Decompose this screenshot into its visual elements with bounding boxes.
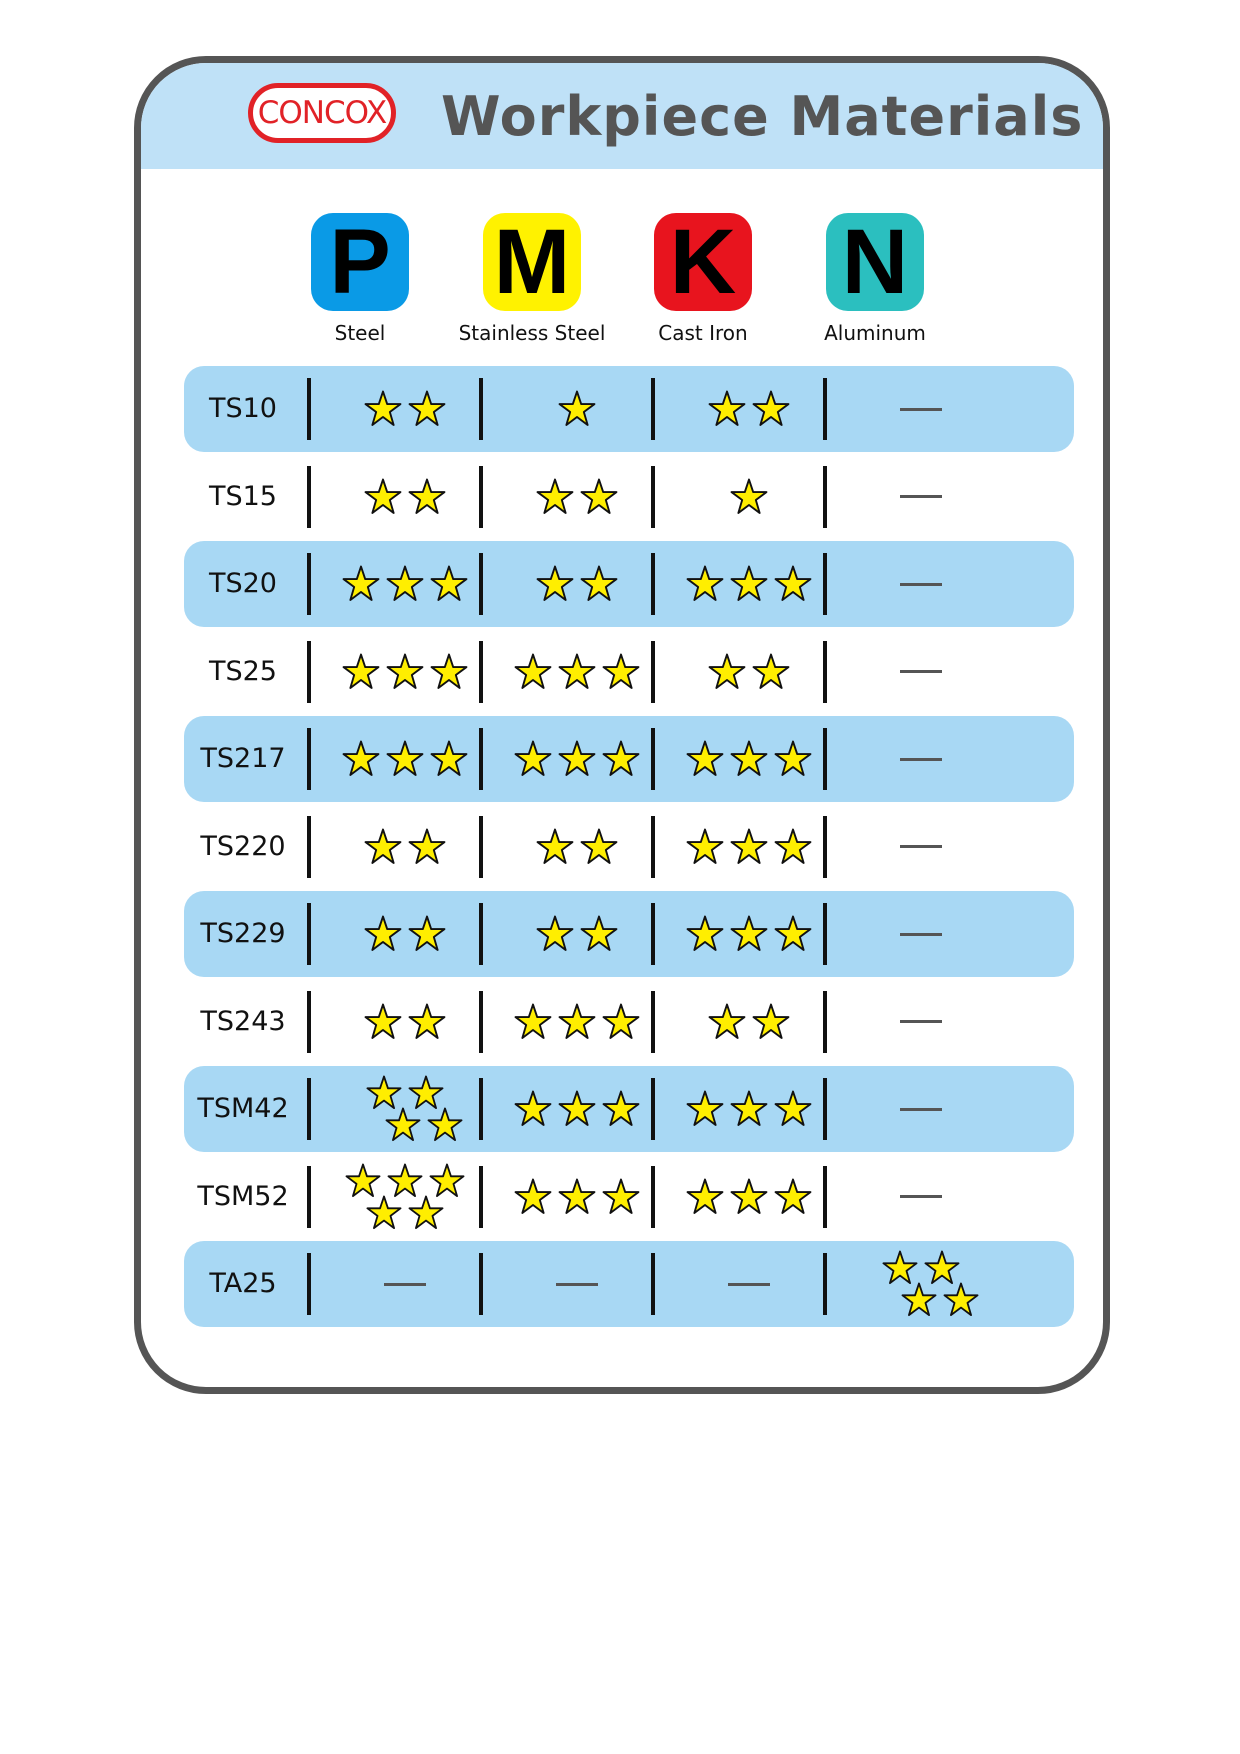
- star-icon: [686, 1178, 724, 1216]
- star-rating: [514, 1003, 640, 1041]
- star-icon: [708, 1003, 746, 1041]
- star-icon: [602, 1178, 640, 1216]
- rating-cell-n: [828, 1066, 1014, 1152]
- star-rating: [364, 478, 446, 516]
- star-icon: [514, 653, 552, 691]
- star-icon: [364, 1003, 402, 1041]
- not-applicable-dash: [556, 1283, 598, 1286]
- star-icon: [882, 1250, 918, 1286]
- rating-cell-k: [656, 891, 842, 977]
- star-icon: [708, 653, 746, 691]
- star-icon: [514, 1090, 552, 1128]
- star-icon: [408, 478, 446, 516]
- star-icon: [430, 740, 468, 778]
- rating-cell-m: [484, 541, 670, 627]
- grade-code: TS25: [209, 655, 277, 687]
- star-icon: [602, 1003, 640, 1041]
- table-row: [184, 1241, 1074, 1327]
- not-applicable-dash: [900, 495, 942, 498]
- star-icon: [686, 565, 724, 603]
- not-applicable-dash: [900, 933, 942, 936]
- rating-cell-p: [312, 541, 498, 627]
- rating-cell-k: [656, 454, 842, 540]
- rating-cell-k: [656, 1066, 842, 1152]
- material-badge-n: N: [826, 213, 924, 311]
- star-rating: [364, 1003, 446, 1041]
- grade-code: TA25: [209, 1268, 277, 1299]
- star-icon: [774, 915, 812, 953]
- star-icon: [774, 828, 812, 866]
- column-separator: [307, 903, 311, 965]
- material-badge-k: K: [654, 213, 752, 311]
- star-icon: [752, 390, 790, 428]
- star-icon: [408, 390, 446, 428]
- star-icon: [558, 1090, 596, 1128]
- star-icon: [342, 740, 380, 778]
- column-separator: [307, 991, 311, 1053]
- star-icon: [364, 828, 402, 866]
- not-applicable-dash: [728, 1283, 770, 1286]
- star-rating: [342, 740, 468, 778]
- rating-cell-p: [312, 454, 498, 540]
- star-icon: [536, 565, 574, 603]
- rating-cell-k: [656, 716, 842, 802]
- star-icon: [385, 1107, 421, 1143]
- rating-cell-m: [484, 891, 670, 977]
- grade-code: TSM52: [197, 1180, 289, 1212]
- star-rating: [536, 478, 618, 516]
- grade-code: TS15: [209, 480, 277, 512]
- not-applicable-dash: [900, 1108, 942, 1111]
- star-icon: [580, 828, 618, 866]
- star-icon: [943, 1282, 979, 1318]
- column-separator: [307, 378, 311, 440]
- star-icon: [730, 478, 768, 516]
- star-icon: [514, 1003, 552, 1041]
- star-icon: [364, 478, 402, 516]
- star-rating: [536, 915, 618, 953]
- star-icon: [580, 915, 618, 953]
- star-icon: [408, 828, 446, 866]
- star-icon: [366, 1075, 402, 1111]
- star-icon: [430, 565, 468, 603]
- rating-cell-k: [656, 366, 842, 452]
- material-column-k: [608, 213, 798, 345]
- star-icon: [774, 740, 812, 778]
- rating-cell-n: [828, 629, 1014, 715]
- table-row: [184, 366, 1074, 452]
- star-rating: [708, 1003, 790, 1041]
- star-icon: [429, 1163, 465, 1199]
- star-icon: [730, 828, 768, 866]
- rating-cell-k: [656, 1241, 842, 1327]
- column-separator: [307, 641, 311, 703]
- star-icon: [774, 1090, 812, 1128]
- not-applicable-dash: [900, 408, 942, 411]
- material-column-p: [265, 213, 455, 345]
- star-rating: [863, 1250, 979, 1318]
- rating-cell-m: [484, 804, 670, 890]
- star-icon: [558, 390, 596, 428]
- star-rating: [686, 1090, 812, 1128]
- not-applicable-dash: [900, 845, 942, 848]
- rating-cell-n: [828, 891, 1014, 977]
- star-icon: [752, 1003, 790, 1041]
- rating-cell-n: [828, 454, 1014, 540]
- rating-cell-p: [312, 366, 498, 452]
- rating-cell-m: [484, 979, 670, 1065]
- star-rating: [514, 740, 640, 778]
- star-rating: [364, 828, 446, 866]
- material-label-m: Stainless Steel: [458, 321, 606, 345]
- column-separator: [307, 1078, 311, 1140]
- star-rating: [708, 390, 790, 428]
- star-icon: [366, 1195, 402, 1231]
- star-rating: [686, 828, 812, 866]
- material-badge-p: P: [311, 213, 409, 311]
- grade-code: TS217: [200, 743, 286, 774]
- star-icon: [427, 1107, 463, 1143]
- star-rating: [730, 478, 768, 516]
- rating-cell-n: [828, 804, 1014, 890]
- rating-cell-m: [484, 1066, 670, 1152]
- star-rating: [364, 915, 446, 953]
- star-icon: [774, 1178, 812, 1216]
- card-header: [141, 63, 1103, 169]
- grade-code: TS20: [209, 568, 277, 599]
- star-icon: [408, 915, 446, 953]
- material-label-k: Cast Iron: [658, 321, 748, 345]
- star-rating: [686, 915, 812, 953]
- not-applicable-dash: [900, 1195, 942, 1198]
- table-row: [184, 804, 1074, 890]
- star-rating: [686, 565, 812, 603]
- star-icon: [364, 390, 402, 428]
- star-icon: [387, 1163, 423, 1199]
- star-icon: [730, 565, 768, 603]
- star-icon: [386, 740, 424, 778]
- star-icon: [408, 1195, 444, 1231]
- material-column-n: [780, 213, 970, 345]
- star-rating: [345, 1163, 465, 1231]
- rating-cell-m: [484, 1241, 670, 1327]
- rating-cell-m: [484, 454, 670, 540]
- star-rating: [686, 740, 812, 778]
- rating-cell-p: [312, 804, 498, 890]
- rating-cell-k: [656, 804, 842, 890]
- star-icon: [730, 1178, 768, 1216]
- grade-code: TSM42: [197, 1093, 289, 1124]
- page-title: Workpiece Materials: [441, 85, 1084, 148]
- rating-cell-m: [484, 716, 670, 802]
- star-icon: [558, 653, 596, 691]
- not-applicable-dash: [900, 758, 942, 761]
- star-icon: [602, 1090, 640, 1128]
- star-icon: [924, 1250, 960, 1286]
- table-row: [184, 629, 1074, 715]
- table-row: [184, 1154, 1074, 1240]
- not-applicable-dash: [900, 670, 942, 673]
- material-label-p: Steel: [334, 321, 386, 345]
- grade-code: TS220: [200, 830, 286, 862]
- column-separator: [307, 1253, 311, 1315]
- rating-cell-p: [312, 979, 498, 1065]
- star-icon: [345, 1163, 381, 1199]
- column-separator: [307, 553, 311, 615]
- not-applicable-dash: [900, 1020, 942, 1023]
- grade-code: TS229: [200, 918, 286, 949]
- star-icon: [580, 565, 618, 603]
- rating-cell-m: [484, 1154, 670, 1240]
- column-separator: [307, 1166, 311, 1228]
- star-icon: [774, 565, 812, 603]
- material-column-m: [437, 213, 627, 345]
- concox-logo: CONCOX: [248, 83, 396, 143]
- rating-cell-n: [828, 366, 1014, 452]
- star-rating: [514, 653, 640, 691]
- column-separator: [307, 466, 311, 528]
- star-rating: [347, 1075, 463, 1143]
- grade-code: TS10: [209, 393, 277, 424]
- rating-cell-k: [656, 979, 842, 1065]
- rating-cell-p: [312, 891, 498, 977]
- table-row: [184, 979, 1074, 1065]
- star-rating: [536, 565, 618, 603]
- rating-cell-p: [312, 716, 498, 802]
- star-icon: [602, 653, 640, 691]
- star-icon: [686, 915, 724, 953]
- star-icon: [686, 740, 724, 778]
- rating-cell-k: [656, 1154, 842, 1240]
- materials-card: [134, 56, 1110, 1394]
- star-icon: [708, 390, 746, 428]
- star-rating: [342, 653, 468, 691]
- table-row: [184, 716, 1074, 802]
- star-icon: [730, 1090, 768, 1128]
- star-icon: [430, 653, 468, 691]
- star-rating: [686, 1178, 812, 1216]
- material-label-n: Aluminum: [824, 321, 926, 345]
- rating-cell-p: [312, 1154, 498, 1240]
- material-badge-m: M: [483, 213, 581, 311]
- rating-cell-k: [656, 629, 842, 715]
- table-row: [184, 541, 1074, 627]
- star-icon: [408, 1075, 444, 1111]
- star-icon: [408, 1003, 446, 1041]
- star-rating: [536, 828, 618, 866]
- star-icon: [364, 915, 402, 953]
- star-icon: [602, 740, 640, 778]
- rating-cell-m: [484, 366, 670, 452]
- rating-cell-p: [312, 1066, 498, 1152]
- star-icon: [386, 653, 424, 691]
- star-rating: [708, 653, 790, 691]
- star-rating: [514, 1090, 640, 1128]
- rating-cell-n: [828, 1241, 1014, 1327]
- star-rating: [514, 1178, 640, 1216]
- rating-cell-n: [828, 716, 1014, 802]
- table-row: [184, 1066, 1074, 1152]
- star-rating: [558, 390, 596, 428]
- star-icon: [342, 653, 380, 691]
- star-icon: [730, 915, 768, 953]
- star-icon: [514, 1178, 552, 1216]
- grade-code: TS243: [200, 1005, 286, 1037]
- rating-cell-p: [312, 1241, 498, 1327]
- star-icon: [558, 1178, 596, 1216]
- star-icon: [558, 740, 596, 778]
- star-icon: [342, 565, 380, 603]
- star-icon: [686, 828, 724, 866]
- star-icon: [730, 740, 768, 778]
- column-separator: [307, 728, 311, 790]
- rating-cell-n: [828, 1154, 1014, 1240]
- star-icon: [901, 1282, 937, 1318]
- rating-cell-p: [312, 629, 498, 715]
- not-applicable-dash: [900, 583, 942, 586]
- star-icon: [386, 565, 424, 603]
- not-applicable-dash: [384, 1283, 426, 1286]
- star-icon: [580, 478, 618, 516]
- rating-cell-k: [656, 541, 842, 627]
- rating-cell-n: [828, 979, 1014, 1065]
- star-rating: [364, 390, 446, 428]
- rating-table: [184, 366, 1074, 1329]
- table-row: [184, 454, 1074, 540]
- star-icon: [536, 915, 574, 953]
- star-icon: [536, 478, 574, 516]
- star-icon: [536, 828, 574, 866]
- star-icon: [686, 1090, 724, 1128]
- star-icon: [752, 653, 790, 691]
- rating-cell-m: [484, 629, 670, 715]
- star-icon: [514, 740, 552, 778]
- column-separator: [307, 816, 311, 878]
- table-row: [184, 891, 1074, 977]
- rating-cell-n: [828, 541, 1014, 627]
- star-rating: [342, 565, 468, 603]
- star-icon: [558, 1003, 596, 1041]
